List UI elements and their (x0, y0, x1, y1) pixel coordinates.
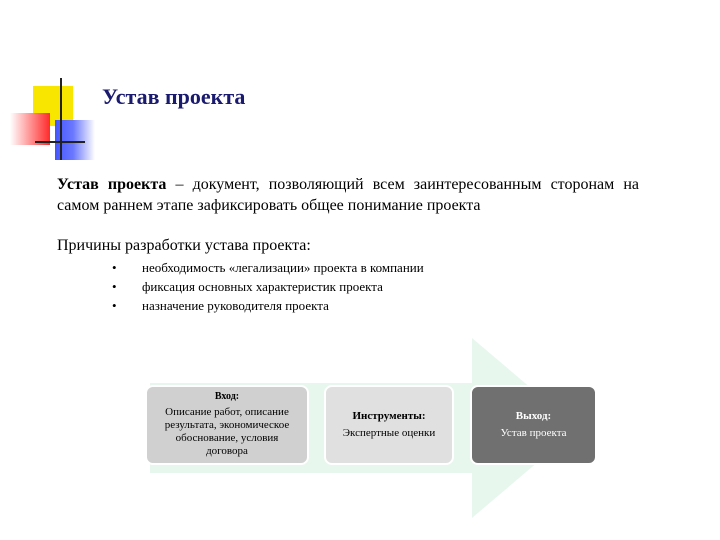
reason-text: назначение руководителя проекта (142, 298, 329, 313)
input-heading: Вход: (214, 391, 240, 402)
input-box (145, 385, 309, 465)
tools-text: Экспертные оценки (342, 427, 436, 439)
output-heading: Выход: (515, 410, 552, 422)
reason-text: фиксация основных характеристик проекта (142, 279, 383, 294)
bullet-icon: • (112, 260, 117, 275)
definition-term: Устав проекта (57, 176, 167, 193)
tools-box (324, 385, 454, 465)
reason-text: необходимость «легализации» проекта в компании (142, 260, 424, 275)
bullet-icon: • (112, 298, 117, 313)
output-text: Устав проекта (500, 427, 567, 439)
output-box (470, 385, 597, 465)
input-text: Описание работ, описание результата, экономическое обоснование, условия договора (164, 406, 290, 457)
tools-heading: Инструменты: (352, 410, 426, 422)
definition-text: – документ, позволяющий всем заинтересованным сторонам на самом раннем этапе зафиксировать общее понимание проекта (57, 176, 639, 214)
bullet-icon: • (112, 279, 117, 294)
reasons-heading: Причины разработки устава проекта: (57, 237, 311, 254)
slide-title: Устав проекта (102, 84, 246, 109)
